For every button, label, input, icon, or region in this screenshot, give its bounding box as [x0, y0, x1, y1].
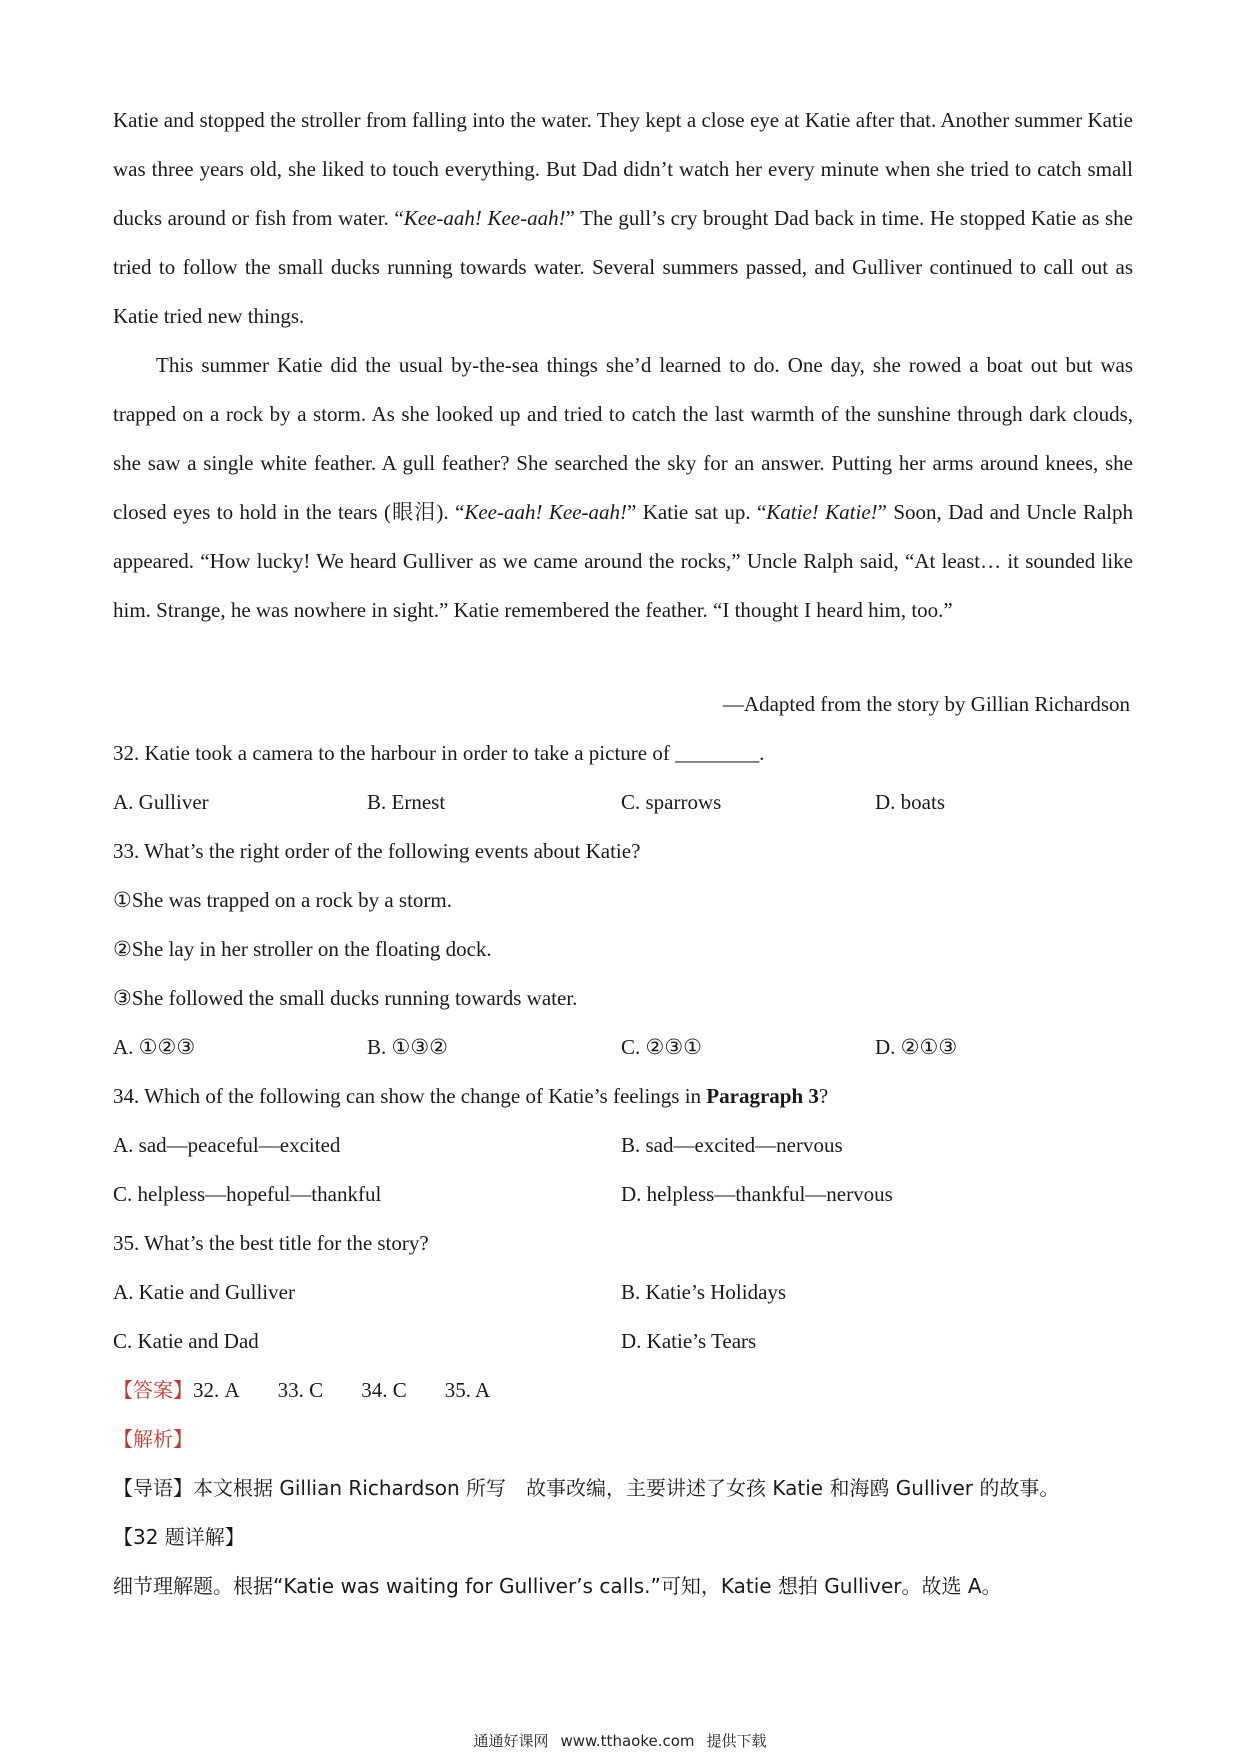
question-32-options — [113, 778, 1133, 827]
analysis-line — [113, 1415, 1133, 1464]
footer-url: www.tthaoke.com — [560, 1732, 695, 1750]
question-33-stem: 33. What’s the right order of the following events about Katie? — [113, 839, 641, 863]
option-d: D. ②①③ — [875, 1035, 958, 1059]
answer-item: 32. A — [193, 1378, 240, 1402]
question-33-event-3: ③She followed the small ducks running towards water. — [113, 986, 578, 1010]
option-c: C. helpless—hopeful—thankful — [113, 1182, 382, 1206]
answer-label: 【答案】 — [113, 1378, 193, 1402]
option-b: B. Ernest — [367, 790, 446, 814]
dad-call: Katie! Katie! — [766, 500, 878, 524]
answer-item: 35. A — [444, 1378, 491, 1402]
option-a: A. Katie and Gulliver — [113, 1280, 295, 1304]
option-a: A. Gulliver — [113, 790, 209, 814]
question-34-stem: 34. Which of the following can show the change of Katie’s feelings in Paragraph 3? — [113, 1084, 829, 1108]
option-c: C. sparrows — [621, 790, 722, 814]
question-33-options — [113, 1023, 1133, 1072]
option-a: A. ①②③ — [113, 1035, 196, 1059]
question-32-stem: 32. Katie took a camera to the harbour in order to take a picture of ________. — [113, 741, 765, 765]
story-paragraph-2: Katie and stopped the stroller from falling into the water. They kept a close eye at Katie after that. Another summer Katie was three years old, she liked to touch everything. But Dad didn’t watch her every minute when she tried to catch small ducks around or fish from water. “Kee-aah! Kee-aah!” The gull’s cry brought Dad back in time. He stopped Katie as she tried to follow the small ducks running towards water. Several summers passed, and Gulliver continued to call out as Katie tried new things. — [113, 108, 1133, 328]
q32-detail-label: 【32 题详解】 — [113, 1525, 245, 1549]
footer-site-name: 通通好课网 — [473, 1732, 549, 1750]
option-d: D. boats — [875, 790, 945, 814]
option-d: D. helpless—thankful—nervous — [621, 1182, 893, 1206]
option-b: B. Katie’s Holidays — [621, 1280, 787, 1304]
story-paragraph-3: This summer Katie did the usual by-the-sea things she’d learned to do. One day, she rowed a boat out but was trapped on a rock by a storm. As she looked up and tried to catch the last warmth of the sunshine through dark clouds, she saw a single white feather. A gull feather? She searched the sky for an answer. Putting her arms around knees, she closed eyes to hold in the tears (眼泪). “Kee-aah! Kee-aah!” Katie sat up. “Katie! Katie!” Soon, Dad and Uncle Ralph appeared. “How lucky! We heard Gulliver as we came around the rocks,” Uncle Ralph said, “At least… it sounded like him. Strange, he was nowhere in sight.” Katie remembered the feather. “I thought I heard him, too.” — [113, 353, 1133, 622]
question-34-options-row-1 — [113, 1121, 1133, 1170]
intro-text: 本文根据 Gillian Richardson 所写 故事改编，主要讲述了女孩 Katie 和海鸥 Gulliver 的故事。 — [193, 1476, 1060, 1500]
option-b: B. sad—excited—nervous — [621, 1133, 843, 1157]
footer-tail: 提供下载 — [706, 1732, 767, 1750]
option-a: A. sad—peaceful—excited — [113, 1133, 341, 1157]
paragraph-reference: Paragraph 3 — [706, 1084, 819, 1108]
question-34-options-row-2 — [113, 1170, 1133, 1219]
option-d: D. Katie’s Tears — [621, 1329, 757, 1353]
intro-label: 【导语】 — [113, 1476, 193, 1500]
option-c: C. ②③① — [621, 1035, 702, 1059]
analysis-label: 【解析】 — [113, 1427, 193, 1451]
page-footer — [0, 1730, 1240, 1751]
question-33-event-1: ①She was trapped on a rock by a storm. — [113, 888, 452, 912]
question-33-event-2: ②She lay in her stroller on the floating dock. — [113, 937, 492, 961]
story-text — [113, 96, 1133, 635]
q32-detail-heading — [113, 1513, 1133, 1562]
question-35-options-row-1 — [113, 1268, 1133, 1317]
answer-item: 34. C — [361, 1378, 407, 1402]
question-block — [113, 729, 1133, 1611]
question-35-stem: 35. What’s the best title for the story? — [113, 1231, 429, 1255]
question-35-options-row-2 — [113, 1317, 1133, 1366]
gull-cry: Kee-aah! Kee-aah! — [464, 500, 628, 524]
answer-item: 33. C — [277, 1378, 324, 1402]
option-c: C. Katie and Dad — [113, 1329, 259, 1353]
intro-line — [113, 1464, 1133, 1513]
story-attribution: —Adapted from the story by Gillian Richardson — [722, 692, 1130, 716]
q32-detail-text: 细节理解题。根据“Katie was waiting for Gulliver’s calls.”可知，Katie 想拍 Gulliver。故选 A。 — [113, 1574, 1002, 1598]
answer-line — [113, 1366, 1133, 1415]
option-b: B. ①③② — [367, 1035, 448, 1059]
gull-cry: Kee-aah! Kee-aah! — [403, 206, 566, 230]
